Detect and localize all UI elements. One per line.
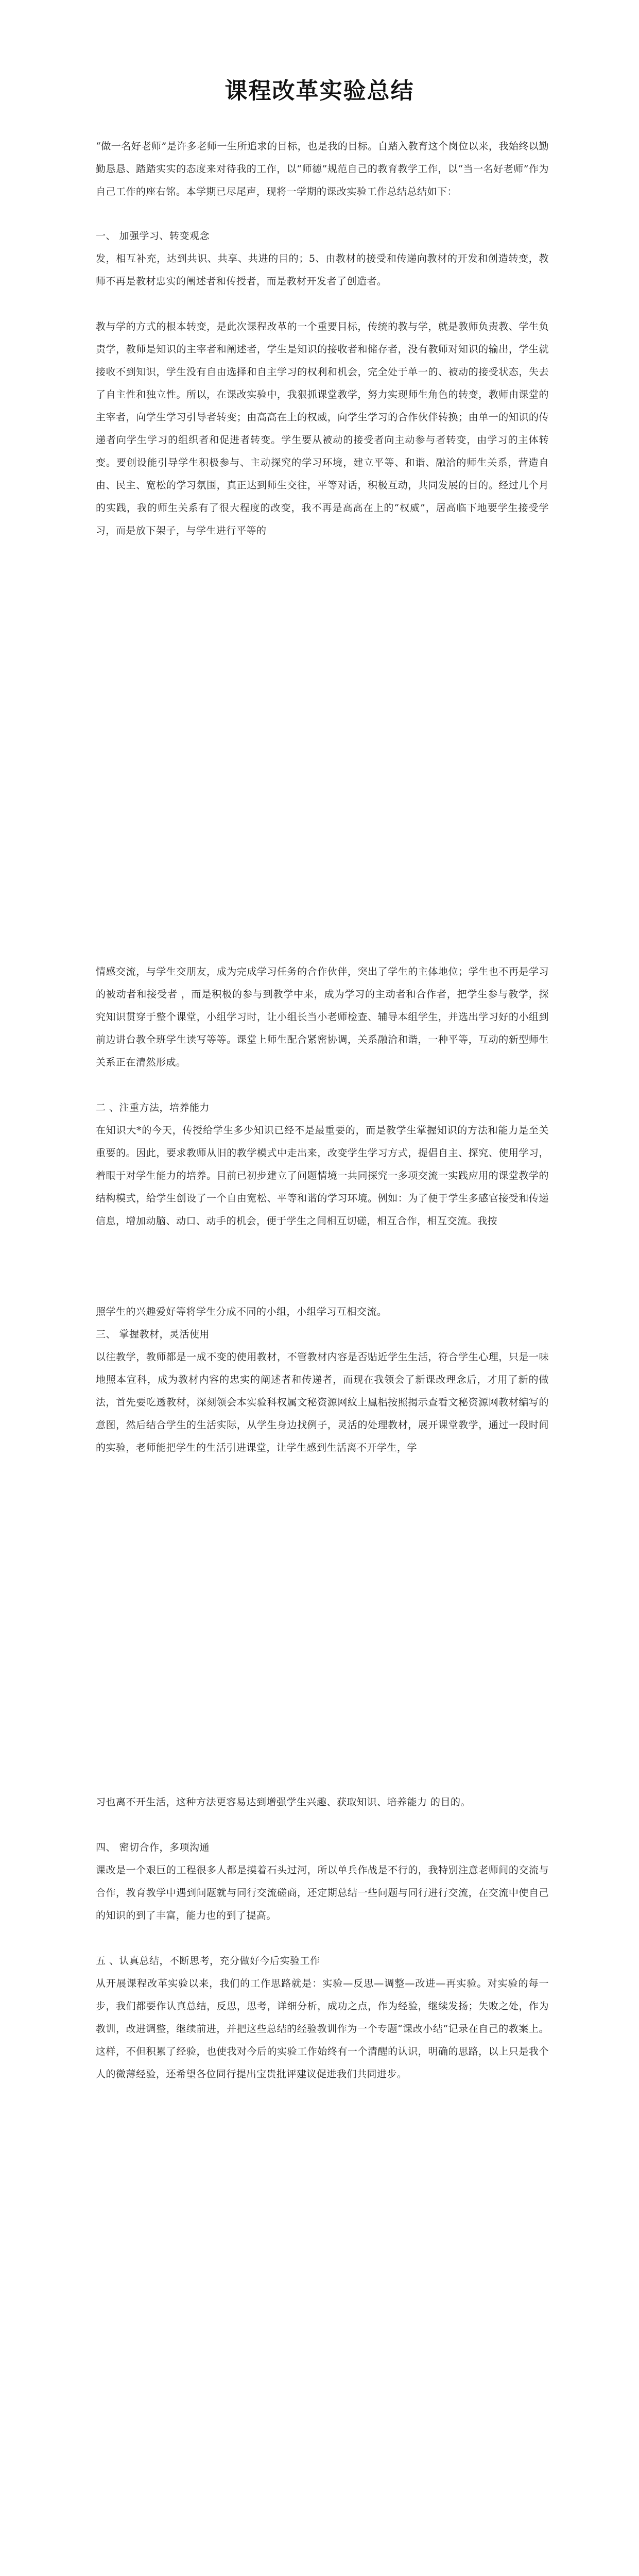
section-5-heading: 五 、认真总结，不断思考，充分做好今后实验工作 — [96, 1955, 320, 1967]
section-3-paragraph-2: 习也离不开生活，这种方法更容易达到增强学生兴趣、获取知识、培养能力 的目的。 — [96, 1797, 471, 1808]
section-2-heading: 二 、注重方法，培养能力 — [96, 1102, 210, 1113]
section-1-paragraph-1: 发，相互补充，达到共识、共享、共进的目的；5、由教材的接受和传递向教材的开发和创造转变，教师不再是教材忠实的阐述者和传授者，而是教材开发者了创造者。 — [96, 253, 549, 287]
page-title: 课程改革实验总结 — [224, 78, 415, 104]
section-2-paragraph-1: 在知识大*的今天，传授给学生多少知识已经不是最重要的，而是教学生掌握知识的方法和能力是至关重要的。因此，要求教师从旧的教学模式中走出来，改变学生学习方式，提倡自主、探究、使用学习，着眼于对学生能力的培养。目前已初步建立了问题情境一共同探究一多项交流一实践应用的课堂教学的结构模式，给学生创设了一个自由宽松、平等和谐的学习环境。例如：为了便于学生多感官接受和传递信息，增加动脑、动口、动手的机会，便于学生之间相互切磋，相互合作，相互交流。我按 — [96, 1125, 549, 1227]
intro-paragraph: “做一名好老师”是许多老师一生所追求的目标，也是我的目标。自踏入教育这个岗位以来，我始终以勤勤恳恳、踏踏实实的态度来对待我的工作，以“师德”规范自己的教育教学工作，以“当一名好老师”作为自己工作的座右铭。本学期已尽尾声，现将一学期的课改实验工作总结总结如下： — [96, 141, 549, 197]
section-1-paragraph-3: 情感交流，与学生交朋友，成为完成学习任务的合作伙伴，突出了学生的主体地位；学生也不再是学习的被动者和接受者 ，而是积极的参与到教学中来，成为学习的主动者和合作者，把学生参与教学，探究知识贯穿于整个课堂，小组学习时，让小组长当小老师检查、辅导本组学生，并选出学习好的小组到前边讲台教全班学生读写等等。课堂上师生配合紧密协调，关系融洽和谐，一种平等，互动的新型师生关系正在清然形成。 — [96, 966, 549, 1068]
section-3-heading: 三、 掌握教材，灵活使用 — [96, 1329, 210, 1340]
section-3-paragraph-1: 以往教学，教师都是一成不变的使用教材，不管教材内容是否贴近学生生活，符合学生心理，只是一味地照本宣科，成为教材内容的忠实的阐述者和传递者，而现在我领会了新课改理念后，才用了新的做法，首先要吃透教材，深刻领会本实验科权属文秘资源网紋上鳳梠按照揭示查看文秘资源网教材编写的意图，然后结合学生的生活实际，从学生身边找例子，灵活的处理教材，展开课堂教学，通过一段时间的实验，老师能把学生的生活引进课堂，让学生感到生活离不开学生，学 — [96, 1351, 549, 1453]
section-2-paragraph-2: 照学生的兴趣爱好等将学生分成不同的小组，小组学习互相交流。 — [96, 1306, 387, 1317]
section-4-heading: 四、 密切合作，多项沟通 — [96, 1842, 210, 1853]
section-5-paragraph-1: 从开展课程改革实验以来，我们的工作思路就是：实验—反思—调整—改进—再实验。对实验的每一步，我们都要作认真总结，反思，思考，详细分析，成功之点，作为经验，继续发扬；失败之处，作为教训，改进调整，继续前进，并把这些总结的经验教训作为一个专题“课改小结”记录在自己的教案上。这样，不但积累了经验，也使我对今后的实验工作始终有一个清醒的认识，明确的思路，以上只是我个人的微薄经验，还希望各位同行提出宝贵批评建议促进我们共同进步。 — [96, 1978, 549, 2080]
section-1-heading: 一、 加强学习、转变观念 — [96, 230, 210, 242]
section-4-paragraph-1: 课改是一个艰巨的工程很多人都是摸着石头过河，所以单兵作战是不行的，我特别注意老师间的交流与合作，教育教学中遇到问题就与同行交流磋商，还定期总结一些问题与同行进行交流，在交流中使自己的知识的到了丰富，能力也的到了提高。 — [96, 1865, 549, 1921]
section-1-paragraph-2: 教与学的方式的根本转变，是此次课程改革的一个重要目标，传统的教与学，就是教师负责教、学生负责学，教师是知识的主宰者和阐述者，学生是知识的接收者和储存者，没有教师对知识的输出，学生就接收不到知识，学生没有自由选择和自主学习的权利和机会，完全处于单一的、被动的接受状态，失去了自主性和独立性。所以，在课改实验中，我狠抓课堂教学，努力实现师生角色的转变，教师由课堂的主宰者，向学生学习引导者转变；由高高在上的权威，向学生学习的合作伙伴转换；由单一的知识的传递者向学生学习的组织者和促进者转变。学生要从被动的接受者向主动参与者转变，由学习的主体转变。要创设能引导学生积极参与、主动探究的学习环境，建立平等、和谐、融洽的师生关系，营造自由、民主、宽松的学习氛围，真正达到师生交往，平等对话，积极互动，共同发展的目的。经过几个月的实践，我的师生关系有了很大程度的改变，我不再是高高在上的“权威”，居高临下地要学生接受学习，而是放下架子，与学生进行平等的 — [96, 321, 549, 536]
